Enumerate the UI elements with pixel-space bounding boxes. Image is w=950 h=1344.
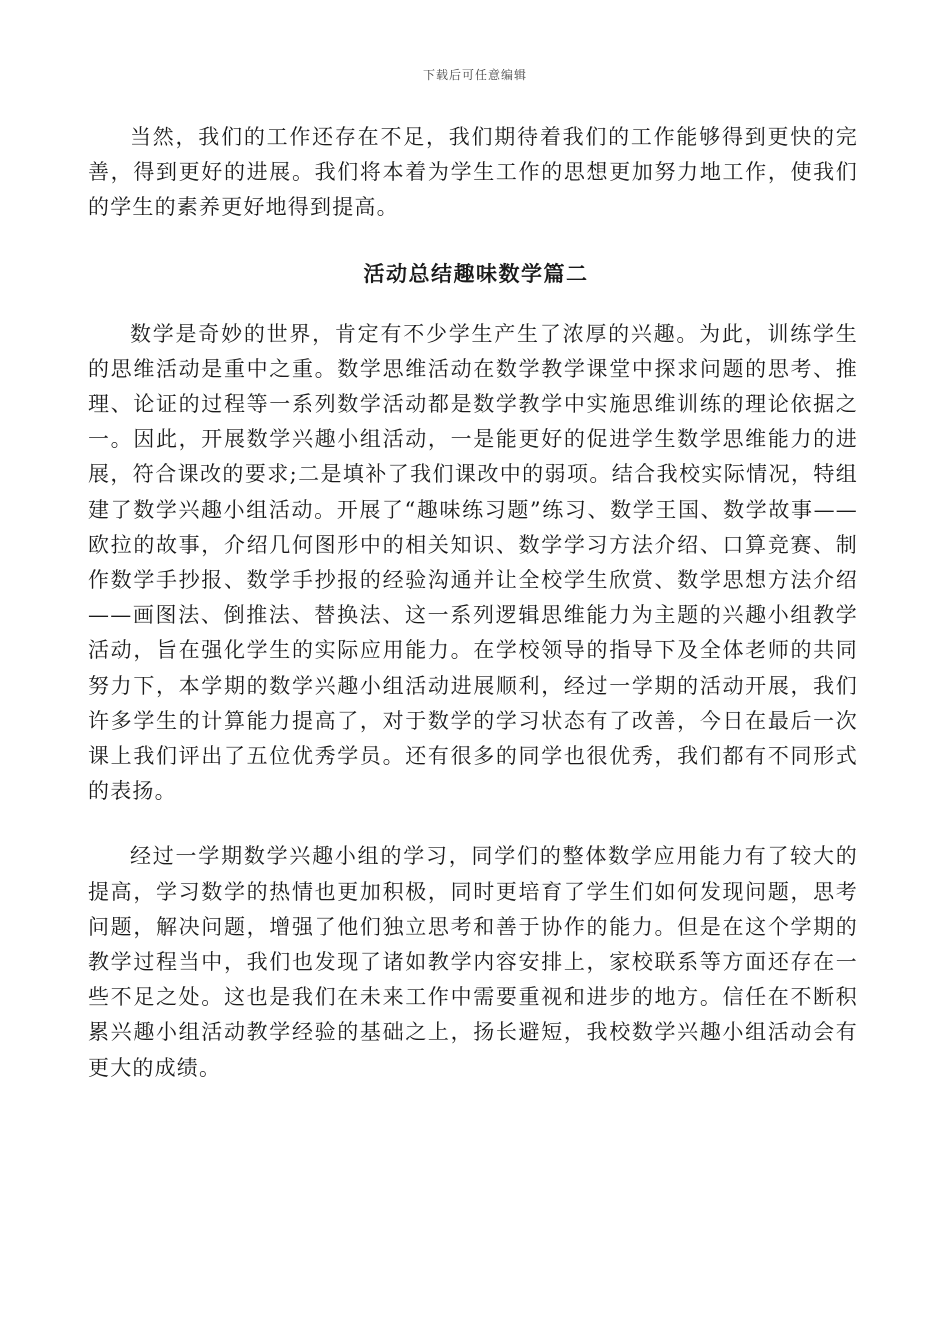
paragraph-2: 数学是奇妙的世界，肯定有不少学生产生了浓厚的兴趣。为此，训练学生的思维活动是重中之重。数学思维活动在数学教学课堂中探求问题的思考、推理、论证的过程等一系列数学活动都是数学教学中实施思维训练的理论依据之一。因此，开展数学兴趣小组活动，一是能更好的促进学生数学思维能力的进展，符合课改的要求;二是填补了我们课改中的弱项。结合我校实际情况，特组建了数学兴趣小组活动。开展了“趣味练习题”练习、数学王国、数学故事——欧拉的故事，介绍几何图形中的相关知识、数学学习方法介绍、口算竞赛、制作数学手抄报、数学手抄报的经验沟通并让全校学生欣赏、数学思想方法介绍——画图法、倒推法、替换法、这一系列逻辑思维能力为主题的兴趣小组教学活动，旨在强化学生的实际应用能力。在学校领导的指导下及全体老师的共同努力下，本学期的数学兴趣小组活动进展顺利，经过一学期的活动开展，我们许多学生的计算能力提高了，对于数学的学习状态有了改善，今日在最后一次课上我们评出了五位优秀学员。还有很多的同学也很优秀，我们都有不同形式的表扬。 [88,321,858,804]
section-title: 活动总结趣味数学篇二 [363,260,589,286]
header-note: 下载后可任意编辑 [422,68,527,82]
paragraph-3: 经过一学期数学兴趣小组的学习，同学们的整体数学应用能力有了较大的提高，学习数学的热情也更加积极，同时更培育了学生们如何发现问题，思考问题，解决问题，增强了他们独立思考和善于协作的能力。但是在这个学期的教学过程当中，我们也发现了诸如教学内容安排上，家校联系等方面还存在一些不足之处。这也是我们在未来工作中需要重视和进步的地方。信任在不断积累兴趣小组活动教学经验的基础之上，扬长避短，我校数学兴趣小组活动会有更大的成绩。 [88,844,858,1080]
paragraph-1: 当然，我们的工作还存在不足，我们期待着我们的工作能够得到更快的完善，得到更好的进展。我们将本着为学生工作的思想更加努力地工作，使我们的学生的素养更好地得到提高。 [88,125,858,220]
document-body [88,120,858,1086]
